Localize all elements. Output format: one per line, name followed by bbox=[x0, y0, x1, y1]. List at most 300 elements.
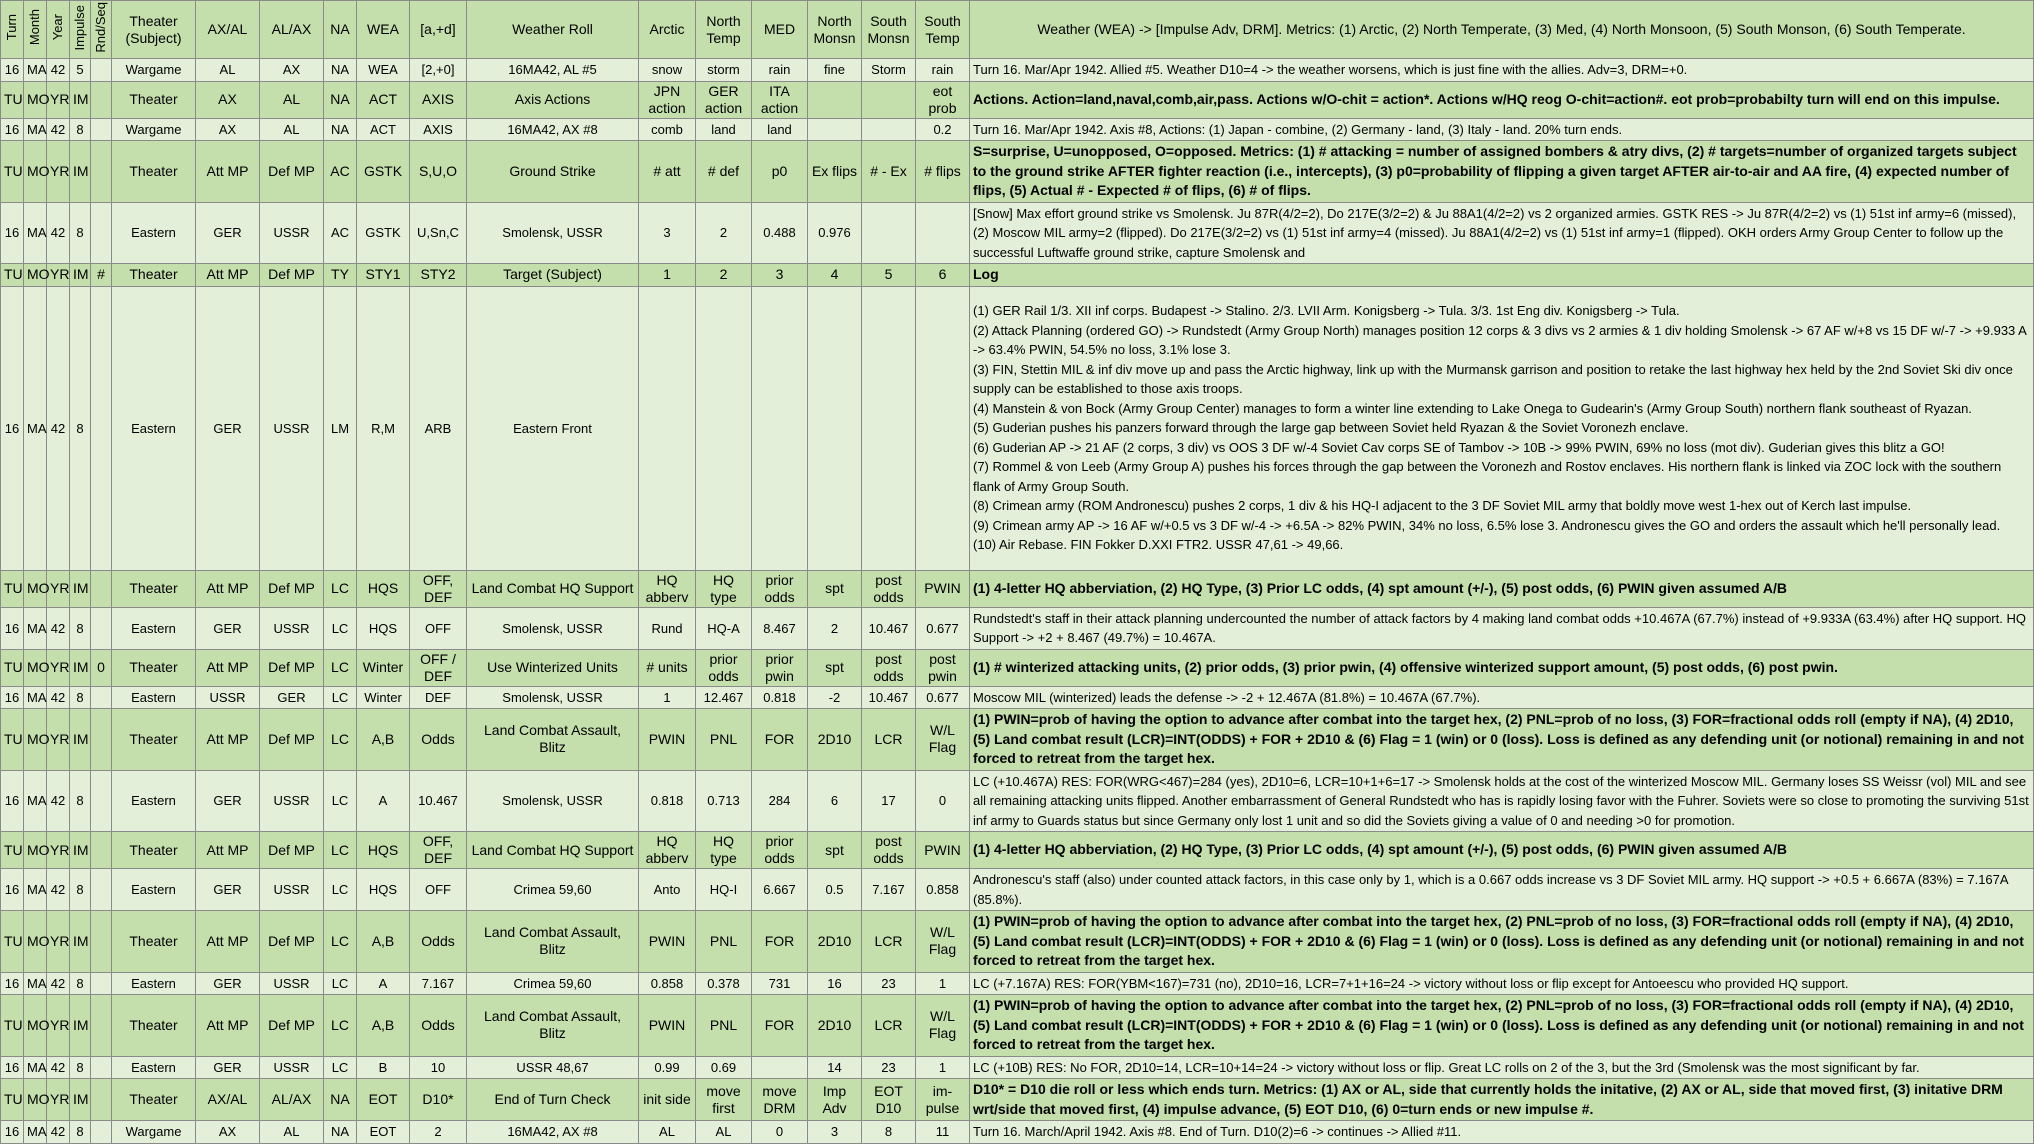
data-row bbox=[1, 59, 2034, 82]
header-cell-rnd-seq bbox=[91, 141, 112, 203]
header-cell-turn: TU bbox=[1, 709, 24, 771]
cell-side-a: AX bbox=[196, 118, 260, 141]
header-theater: Theater (Subject) bbox=[112, 1, 196, 59]
header-cell-metric-5: post odds bbox=[862, 649, 916, 686]
header-cell-metric-3: move DRM bbox=[752, 1079, 808, 1121]
header-cell-metric-4: 2D10 bbox=[808, 709, 862, 771]
header-cell-subject: Use Winterized Units bbox=[467, 649, 639, 686]
cell-metric-1: 0.858 bbox=[639, 972, 696, 995]
cell-metric-4 bbox=[808, 286, 862, 570]
cell-type: NA bbox=[324, 1121, 357, 1144]
header-cell-theater: Theater bbox=[112, 649, 196, 686]
header-cell-metric-1: 1 bbox=[639, 264, 696, 287]
header-cell-rnd-seq: # bbox=[91, 264, 112, 287]
log-table-body bbox=[1, 1, 2034, 1144]
header-cell-metric-5: EOT D10 bbox=[862, 1079, 916, 1121]
header-cell-code: GSTK bbox=[357, 141, 410, 203]
header-cell-type: LC bbox=[324, 995, 357, 1057]
cell-turn: 16 bbox=[1, 1056, 24, 1079]
header-cell-impulse: IM bbox=[70, 1079, 91, 1121]
header-na: NA bbox=[324, 1, 357, 59]
cell-metric-5: 8 bbox=[862, 1121, 916, 1144]
cell-year: 42 bbox=[47, 869, 70, 911]
header-cell-code: A,B bbox=[357, 995, 410, 1057]
header-cell-modifier: STY2 bbox=[410, 264, 467, 287]
cell-side-b: USSR bbox=[260, 607, 324, 649]
cell-metric-3: 0 bbox=[752, 1121, 808, 1144]
cell-metric-6 bbox=[916, 202, 970, 264]
cell-metric-6: 1 bbox=[916, 972, 970, 995]
cell-theater: Eastern bbox=[112, 286, 196, 570]
cell-theater: Eastern bbox=[112, 972, 196, 995]
cell-code: R,M bbox=[357, 286, 410, 570]
header-cell-metric-5: LCR bbox=[862, 709, 916, 771]
header-cell-side-b: Def MP bbox=[260, 832, 324, 869]
header-cell-year: YR bbox=[47, 832, 70, 869]
cell-side-b: AX bbox=[260, 59, 324, 82]
cell-modifier: OFF bbox=[410, 869, 467, 911]
cell-subject: 16MA42, AL #5 bbox=[467, 59, 639, 82]
header-cell-subject: Land Combat Assault, Blitz bbox=[467, 709, 639, 771]
header-cell-theater: Theater bbox=[112, 709, 196, 771]
header-cell-year: YR bbox=[47, 570, 70, 607]
cell-impulse: 8 bbox=[70, 686, 91, 709]
cell-metric-3: 6.667 bbox=[752, 869, 808, 911]
cell-side-b: USSR bbox=[260, 202, 324, 264]
header-cell-impulse: IM bbox=[70, 570, 91, 607]
header-cell-side-a: AX bbox=[196, 81, 260, 118]
cell-year: 42 bbox=[47, 972, 70, 995]
cell-turn: 16 bbox=[1, 770, 24, 832]
cell-type: LM bbox=[324, 286, 357, 570]
header-north-temp: North Temp bbox=[696, 1, 752, 59]
header-cell-type: LC bbox=[324, 832, 357, 869]
cell-theater: Eastern bbox=[112, 686, 196, 709]
section-header-row bbox=[1, 709, 2034, 771]
header-wea: WEA bbox=[357, 1, 410, 59]
header-cell-type: LC bbox=[324, 570, 357, 607]
cell-metric-1: 1 bbox=[639, 686, 696, 709]
cell-rnd-seq bbox=[91, 770, 112, 832]
header-cell-metric-6: post pwin bbox=[916, 649, 970, 686]
header-cell-metric-3: p0 bbox=[752, 141, 808, 203]
header-cell-metric-5: 5 bbox=[862, 264, 916, 287]
header-cell-year: YR bbox=[47, 911, 70, 973]
header-cell-metric-5: # - Ex bbox=[862, 141, 916, 203]
header-cell-year: YR bbox=[47, 264, 70, 287]
cell-turn: 16 bbox=[1, 59, 24, 82]
cell-metric-2: HQ-I bbox=[696, 869, 752, 911]
cell-side-a: GER bbox=[196, 869, 260, 911]
header-cell-metric-2: PNL bbox=[696, 911, 752, 973]
data-row bbox=[1, 1121, 2034, 1144]
cell-side-a: GER bbox=[196, 770, 260, 832]
cell-side-a: AX bbox=[196, 1121, 260, 1144]
header-cell-type: TY bbox=[324, 264, 357, 287]
cell-metric-6 bbox=[916, 286, 970, 570]
cell-theater: Eastern bbox=[112, 202, 196, 264]
cell-impulse: 8 bbox=[70, 1056, 91, 1079]
cell-metric-4: -2 bbox=[808, 686, 862, 709]
cell-modifier: U,Sn,C bbox=[410, 202, 467, 264]
header-cell-side-a: Att MP bbox=[196, 141, 260, 203]
column-header-row bbox=[1, 1, 2034, 59]
header-north-monsn: North Monsn bbox=[808, 1, 862, 59]
cell-modifier: ARB bbox=[410, 286, 467, 570]
header-cell-metric-3: ITA action bbox=[752, 81, 808, 118]
cell-year: 42 bbox=[47, 59, 70, 82]
header-cell-metric-2: PNL bbox=[696, 709, 752, 771]
cell-impulse: 8 bbox=[70, 607, 91, 649]
cell-type: NA bbox=[324, 59, 357, 82]
cell-turn: 16 bbox=[1, 202, 24, 264]
cell-metric-5 bbox=[862, 202, 916, 264]
cell-side-b: GER bbox=[260, 686, 324, 709]
cell-theater: Eastern bbox=[112, 1056, 196, 1079]
cell-subject: 16MA42, AX #8 bbox=[467, 1121, 639, 1144]
cell-theater: Wargame bbox=[112, 59, 196, 82]
header-cell-subject: Axis Actions bbox=[467, 81, 639, 118]
cell-theater: Eastern bbox=[112, 770, 196, 832]
cell-log: Turn 16. Mar/Apr 1942. Allied #5. Weather D10=4 -> the weather worsens, which is just fine with the allies. Adv=3, DRM=+0. bbox=[970, 59, 2034, 82]
cell-metric-1 bbox=[639, 286, 696, 570]
header-cell-code: Winter bbox=[357, 649, 410, 686]
cell-rnd-seq bbox=[91, 202, 112, 264]
cell-log: LC (+10.467A) RES: FOR(WRG<467)=284 (yes), 2D10=6, LCR=10+1+6=17 -> Smolensk holds at the cost of the winterized Moscow MIL. Germany loses SS Weissr (vol) MIL and see all remaining attacking units flipped. Another embarrassment of General Rundstedt who has is rapidly losing favor with the Fuhrer. Soviets were so close to promoting the surviving 51st inf army to Guards status but since Germany only lost 1 unit and so did the Soviets giving a value of 0 and needing >0 for promotion. bbox=[970, 770, 2034, 832]
cell-log: (1) GER Rail 1/3. XII inf corps. Budapest -> Stalino. 2/3. LVII Arm. Konigsberg -> Tula. 3/3. 1st Eng div. Konigsberg -> Tula. (2) Attack Planning (ordered GO) -> Rundstedt (Army Group North) manages position 12 corps & 3 divs vs 2 armies & 1 div holding Smolensk -> 67 AF w/+8 vs 15 DF w/-7 -> +9.933 A -> 63.4% PWIN, 54.5% no loss, 3.1% lose 3. (3) FIN, Stettin MIL & inf div move up and pass the Arctic highway, link up with the Murmansk garrison and position to retake the last highway hex held by the 2nd Soviet Ski div once supply can be established to those axis troops. (4) Manstein & von Bock (Army Group Center) manages to form a winter line extending to Lake Onega to Gudearin's (Army Group South) northern flank southeast of Ryazan. (5) Guderian pushes his panzers forward through the large gap between Soviet held Ryazan & the Soviet Voronezh enclave. (6) Guderian AP -> 21 AF (2 corps, 3 div) vs OOS 3 DF w/-4 Soviet Cav corps SE of Tambov -> 10B -> 99% PWIN, 69% no loss (mot div). Guderian gives this blitz a GO! (7) Rommel & von Leeb (Army Group A) pushes his forces through the gap between the Voronezh and Rostov enclaves. His northern flank is linked via ZOC lock with the southern flank of Army Group South. (8) Crimean army (ROM Andronescu) pushes 2 corps, 1 div & his HQ-I adjacent to the 3 DF Soviet MIL army that boldly move west 1-hex out of Kerch last impulse. (9) Crimean army AP -> 16 AF w/+0.5 vs 3 DF w/-4 -> +6.5A -> 82% PWIN, 34% no loss, 6.5% lose 3. Andronescu gives the GO and orders the assault which he'll personally lead. (10) Air Rebase. FIN Fokker D.XXI FTR2. USSR 47,61 -> 49,66. bbox=[970, 286, 2034, 570]
cell-metric-1: comb bbox=[639, 118, 696, 141]
header-cell-metric-2: prior odds bbox=[696, 649, 752, 686]
header-cell-rnd-seq bbox=[91, 832, 112, 869]
cell-turn: 16 bbox=[1, 1121, 24, 1144]
cell-metric-3: 284 bbox=[752, 770, 808, 832]
cell-side-a: AL bbox=[196, 59, 260, 82]
header-cell-rnd-seq bbox=[91, 1079, 112, 1121]
cell-metric-6: 11 bbox=[916, 1121, 970, 1144]
header-cell-metric-6: W/L Flag bbox=[916, 995, 970, 1057]
cell-theater: Eastern bbox=[112, 607, 196, 649]
header-cell-metric-1: # att bbox=[639, 141, 696, 203]
header-weather-roll: Weather Roll bbox=[467, 1, 639, 59]
cell-code: ACT bbox=[357, 118, 410, 141]
header-cell-metric-6: PWIN bbox=[916, 832, 970, 869]
cell-metric-2: 0.713 bbox=[696, 770, 752, 832]
header-cell-year: YR bbox=[47, 995, 70, 1057]
header-cell-log: (1) PWIN=prob of having the option to advance after combat into the target hex, (2) PNL=prob of no loss, (3) FOR=fractional odds roll (empty if NA), (4) 2D10, (5) Land combat result (LCR)=INT(ODDS) + FOR + 2D10 & (6) Flag = 1 (win) or 0 (loss). Loss is defined as any defending unit (or notional) remaining in and not forced to retreat from the target hex. bbox=[970, 911, 2034, 973]
header-cell-metric-3: FOR bbox=[752, 911, 808, 973]
cell-type: AC bbox=[324, 202, 357, 264]
header-cell-code: EOT bbox=[357, 1079, 410, 1121]
cell-metric-2: 0.378 bbox=[696, 972, 752, 995]
header-cell-metric-4: Ex flips bbox=[808, 141, 862, 203]
header-cell-month: MO bbox=[24, 570, 47, 607]
header-cell-rnd-seq bbox=[91, 81, 112, 118]
cell-type: LC bbox=[324, 1056, 357, 1079]
header-turn: Turn bbox=[1, 1, 24, 59]
header-al-ax: AL/AX bbox=[260, 1, 324, 59]
header-cell-theater: Theater bbox=[112, 1079, 196, 1121]
header-cell-metric-2: HQ type bbox=[696, 832, 752, 869]
section-header-row bbox=[1, 570, 2034, 607]
header-cell-metric-6: W/L Flag bbox=[916, 911, 970, 973]
cell-modifier: 10 bbox=[410, 1056, 467, 1079]
cell-subject: Smolensk, USSR bbox=[467, 607, 639, 649]
header-cell-metric-1: # units bbox=[639, 649, 696, 686]
header-cell-metric-3: prior odds bbox=[752, 570, 808, 607]
cell-rnd-seq bbox=[91, 59, 112, 82]
header-cell-year: YR bbox=[47, 141, 70, 203]
header-cell-impulse: IM bbox=[70, 264, 91, 287]
cell-year: 42 bbox=[47, 770, 70, 832]
header-cell-metric-5: post odds bbox=[862, 832, 916, 869]
header-cell-type: LC bbox=[324, 911, 357, 973]
cell-metric-5: 23 bbox=[862, 972, 916, 995]
header-cell-subject: Ground Strike bbox=[467, 141, 639, 203]
cell-metric-2: 12.467 bbox=[696, 686, 752, 709]
cell-type: LC bbox=[324, 869, 357, 911]
section-header-row bbox=[1, 832, 2034, 869]
cell-theater: Eastern bbox=[112, 869, 196, 911]
header-ax-al: AX/AL bbox=[196, 1, 260, 59]
cell-metric-6: 0.2 bbox=[916, 118, 970, 141]
cell-turn: 16 bbox=[1, 869, 24, 911]
cell-month: MA bbox=[24, 286, 47, 570]
cell-metric-6: 0.677 bbox=[916, 686, 970, 709]
cell-turn: 16 bbox=[1, 118, 24, 141]
header-cell-type: LC bbox=[324, 649, 357, 686]
header-cell-side-b: Def MP bbox=[260, 141, 324, 203]
cell-log: Andronescu's staff (also) under counted attack factors, in this case only by 1, which is a 0.667 odds increase vs 3 DF Soviet MIL army. HQ support -> +0.5 + 6.667A (83%) = 7.167A (85.8%). bbox=[970, 869, 2034, 911]
header-cell-theater: Theater bbox=[112, 995, 196, 1057]
cell-month: MA bbox=[24, 202, 47, 264]
cell-rnd-seq bbox=[91, 686, 112, 709]
cell-metric-2: storm bbox=[696, 59, 752, 82]
cell-metric-1: AL bbox=[639, 1121, 696, 1144]
cell-metric-1: snow bbox=[639, 59, 696, 82]
data-row bbox=[1, 869, 2034, 911]
cell-metric-6: 1 bbox=[916, 1056, 970, 1079]
header-cell-metric-6: im- pulse bbox=[916, 1079, 970, 1121]
header-cell-impulse: IM bbox=[70, 911, 91, 973]
cell-month: MA bbox=[24, 1121, 47, 1144]
cell-log: Moscow MIL (winterized) leads the defense -> -2 + 12.467A (81.8%) = 10.467A (67.7%). bbox=[970, 686, 2034, 709]
cell-year: 42 bbox=[47, 1121, 70, 1144]
cell-metric-4: 2 bbox=[808, 607, 862, 649]
cell-side-b: AL bbox=[260, 118, 324, 141]
header-cell-log: S=surprise, U=unopposed, O=opposed. Metrics: (1) # attacking = number of assigned bombers & atry divs, (2) # targets=number of organized targets subject to the ground strike AFTER fighter reaction (i.e., intercepts), (3) p0=probability of flipping a given target AFTER air-to-air and AA fire, (4) expected number of flips, (5) Actual # - Expected # of flips, (6) # of flips. bbox=[970, 141, 2034, 203]
header-cell-side-b: Def MP bbox=[260, 995, 324, 1057]
cell-subject: 16MA42, AX #8 bbox=[467, 118, 639, 141]
header-adv-drm: [a,+d] bbox=[410, 1, 467, 59]
header-cell-metric-3: prior odds bbox=[752, 832, 808, 869]
cell-side-b: USSR bbox=[260, 1056, 324, 1079]
cell-year: 42 bbox=[47, 1056, 70, 1079]
header-cell-side-a: Att MP bbox=[196, 832, 260, 869]
cell-impulse: 5 bbox=[70, 59, 91, 82]
header-cell-turn: TU bbox=[1, 995, 24, 1057]
header-cell-metric-2: 2 bbox=[696, 264, 752, 287]
cell-metric-5 bbox=[862, 118, 916, 141]
cell-metric-6: 0 bbox=[916, 770, 970, 832]
header-cell-metric-6: eot prob bbox=[916, 81, 970, 118]
cell-metric-2: land bbox=[696, 118, 752, 141]
header-cell-metric-3: FOR bbox=[752, 709, 808, 771]
cell-month: MA bbox=[24, 686, 47, 709]
cell-subject: Smolensk, USSR bbox=[467, 770, 639, 832]
cell-metric-1: Anto bbox=[639, 869, 696, 911]
data-row bbox=[1, 607, 2034, 649]
header-cell-theater: Theater bbox=[112, 141, 196, 203]
cell-rnd-seq bbox=[91, 118, 112, 141]
header-cell-subject: End of Turn Check bbox=[467, 1079, 639, 1121]
header-cell-month: MO bbox=[24, 264, 47, 287]
header-cell-modifier: D10* bbox=[410, 1079, 467, 1121]
header-cell-log: (1) PWIN=prob of having the option to advance after combat into the target hex, (2) PNL=prob of no loss, (3) FOR=fractional odds roll (empty if NA), (4) 2D10, (5) Land combat result (LCR)=INT(ODDS) + FOR + 2D10 & (6) Flag = 1 (win) or 0 (loss). Loss is defined as any defending unit (or notional) remaining in and not forced to retreat from the target hex. bbox=[970, 995, 2034, 1057]
cell-metric-5: 10.467 bbox=[862, 607, 916, 649]
cell-impulse: 8 bbox=[70, 1121, 91, 1144]
header-cell-metric-1: PWIN bbox=[639, 911, 696, 973]
header-cell-log: Log bbox=[970, 264, 2034, 287]
header-cell-impulse: IM bbox=[70, 649, 91, 686]
cell-month: MA bbox=[24, 869, 47, 911]
header-cell-side-b: Def MP bbox=[260, 911, 324, 973]
header-cell-metric-4: 2D10 bbox=[808, 911, 862, 973]
header-cell-modifier: OFF, DEF bbox=[410, 832, 467, 869]
header-cell-log: (1) PWIN=prob of having the option to advance after combat into the target hex, (2) PNL=prob of no loss, (3) FOR=fractional odds roll (empty if NA), (4) 2D10, (5) Land combat result (LCR)=INT(ODDS) + FOR + 2D10 & (6) Flag = 1 (win) or 0 (loss). Loss is defined as any defending unit (or notional) remaining in and not forced to retreat from the target hex. bbox=[970, 709, 2034, 771]
cell-type: LC bbox=[324, 686, 357, 709]
header-cell-month: MO bbox=[24, 995, 47, 1057]
cell-log: LC (+10B) RES: No FOR, 2D10=14, LCR=10+14=24 -> victory without loss or flip. Great LC rolls on 2 of the 3, but the 3rd (Smolensk was the most significant by far. bbox=[970, 1056, 2034, 1079]
header-cell-metric-4: spt bbox=[808, 832, 862, 869]
cell-metric-6: 0.677 bbox=[916, 607, 970, 649]
header-cell-metric-2: PNL bbox=[696, 995, 752, 1057]
header-year: Year bbox=[47, 1, 70, 59]
cell-impulse: 8 bbox=[70, 118, 91, 141]
header-cell-impulse: IM bbox=[70, 832, 91, 869]
header-cell-year: YR bbox=[47, 81, 70, 118]
cell-side-a: GER bbox=[196, 202, 260, 264]
header-cell-modifier: OFF, DEF bbox=[410, 570, 467, 607]
cell-month: MA bbox=[24, 770, 47, 832]
cell-metric-3: land bbox=[752, 118, 808, 141]
header-cell-month: MO bbox=[24, 709, 47, 771]
header-cell-modifier: OFF / DEF bbox=[410, 649, 467, 686]
cell-metric-3: 8.467 bbox=[752, 607, 808, 649]
cell-side-b: USSR bbox=[260, 286, 324, 570]
cell-side-a: GER bbox=[196, 286, 260, 570]
cell-impulse: 8 bbox=[70, 869, 91, 911]
cell-metric-4: 14 bbox=[808, 1056, 862, 1079]
header-cell-theater: Theater bbox=[112, 81, 196, 118]
header-cell-metric-3: FOR bbox=[752, 995, 808, 1057]
cell-code: HQS bbox=[357, 869, 410, 911]
section-header-row bbox=[1, 649, 2034, 686]
cell-metric-6: 0.858 bbox=[916, 869, 970, 911]
header-cell-month: MO bbox=[24, 911, 47, 973]
header-cell-side-b: AL bbox=[260, 81, 324, 118]
cell-type: LC bbox=[324, 972, 357, 995]
header-rnd-seq: Rnd/Seq bbox=[91, 1, 112, 59]
header-south-temp: South Temp bbox=[916, 1, 970, 59]
cell-month: MA bbox=[24, 972, 47, 995]
cell-side-a: GER bbox=[196, 1056, 260, 1079]
cell-turn: 16 bbox=[1, 286, 24, 570]
cell-modifier: 10.467 bbox=[410, 770, 467, 832]
header-cell-metric-1: HQ abberv bbox=[639, 832, 696, 869]
header-cell-rnd-seq bbox=[91, 911, 112, 973]
header-cell-metric-4 bbox=[808, 81, 862, 118]
cell-metric-2: HQ-A bbox=[696, 607, 752, 649]
cell-modifier: [2,+0] bbox=[410, 59, 467, 82]
data-row bbox=[1, 202, 2034, 264]
cell-turn: 16 bbox=[1, 972, 24, 995]
cell-type: NA bbox=[324, 118, 357, 141]
cell-month: MA bbox=[24, 118, 47, 141]
cell-metric-5: 7.167 bbox=[862, 869, 916, 911]
cell-rnd-seq bbox=[91, 1121, 112, 1144]
cell-theater: Wargame bbox=[112, 118, 196, 141]
header-cell-code: A,B bbox=[357, 911, 410, 973]
cell-code: A bbox=[357, 770, 410, 832]
cell-year: 42 bbox=[47, 118, 70, 141]
cell-metric-3 bbox=[752, 286, 808, 570]
cell-year: 42 bbox=[47, 202, 70, 264]
cell-metric-4: 6 bbox=[808, 770, 862, 832]
header-cell-subject: Land Combat HQ Support bbox=[467, 570, 639, 607]
header-cell-month: MO bbox=[24, 649, 47, 686]
cell-impulse: 8 bbox=[70, 286, 91, 570]
header-cell-turn: TU bbox=[1, 1079, 24, 1121]
header-cell-subject: Land Combat Assault, Blitz bbox=[467, 911, 639, 973]
header-cell-rnd-seq bbox=[91, 570, 112, 607]
cell-subject: Smolensk, USSR bbox=[467, 202, 639, 264]
cell-log: LC (+7.167A) RES: FOR(YBM<167)=731 (no), 2D10=16, LCR=7+1+16=24 -> victory without loss or flip except for Antoeescu who provided HQ support. bbox=[970, 972, 2034, 995]
header-cell-type: NA bbox=[324, 1079, 357, 1121]
header-cell-code: HQS bbox=[357, 832, 410, 869]
header-cell-type: AC bbox=[324, 141, 357, 203]
header-cell-theater: Theater bbox=[112, 832, 196, 869]
cell-modifier: DEF bbox=[410, 686, 467, 709]
cell-year: 42 bbox=[47, 686, 70, 709]
header-cell-log: Actions. Action=land,naval,comb,air,pass. Actions w/O-chit = action*. Actions w/HQ reog O-chit=action#. eot prob=probabilty turn will end on this impulse. bbox=[970, 81, 2034, 118]
header-cell-metric-6: PWIN bbox=[916, 570, 970, 607]
cell-subject: USSR 48,67 bbox=[467, 1056, 639, 1079]
cell-month: MA bbox=[24, 1056, 47, 1079]
header-cell-impulse: IM bbox=[70, 81, 91, 118]
header-cell-turn: TU bbox=[1, 81, 24, 118]
header-cell-side-b: Def MP bbox=[260, 649, 324, 686]
header-cell-side-b: AL/AX bbox=[260, 1079, 324, 1121]
cell-code: HQS bbox=[357, 607, 410, 649]
section-header-row bbox=[1, 264, 2034, 287]
header-arctic: Arctic bbox=[639, 1, 696, 59]
header-cell-metric-5: post odds bbox=[862, 570, 916, 607]
cell-type: LC bbox=[324, 607, 357, 649]
cell-year: 42 bbox=[47, 607, 70, 649]
cell-subject: Crimea 59,60 bbox=[467, 972, 639, 995]
cell-metric-2: 0.69 bbox=[696, 1056, 752, 1079]
header-cell-modifier: AXIS bbox=[410, 81, 467, 118]
header-cell-log: (1) 4-letter HQ abberviation, (2) HQ Type, (3) Prior LC odds, (4) spt amount (+/-), (5) post odds, (6) PWIN given assumed A/B bbox=[970, 832, 2034, 869]
cell-code: Winter bbox=[357, 686, 410, 709]
cell-month: MA bbox=[24, 59, 47, 82]
header-cell-rnd-seq bbox=[91, 995, 112, 1057]
header-cell-month: MO bbox=[24, 832, 47, 869]
header-cell-metric-5: LCR bbox=[862, 911, 916, 973]
header-cell-subject: Target (Subject) bbox=[467, 264, 639, 287]
header-cell-side-b: Def MP bbox=[260, 264, 324, 287]
cell-metric-5 bbox=[862, 286, 916, 570]
